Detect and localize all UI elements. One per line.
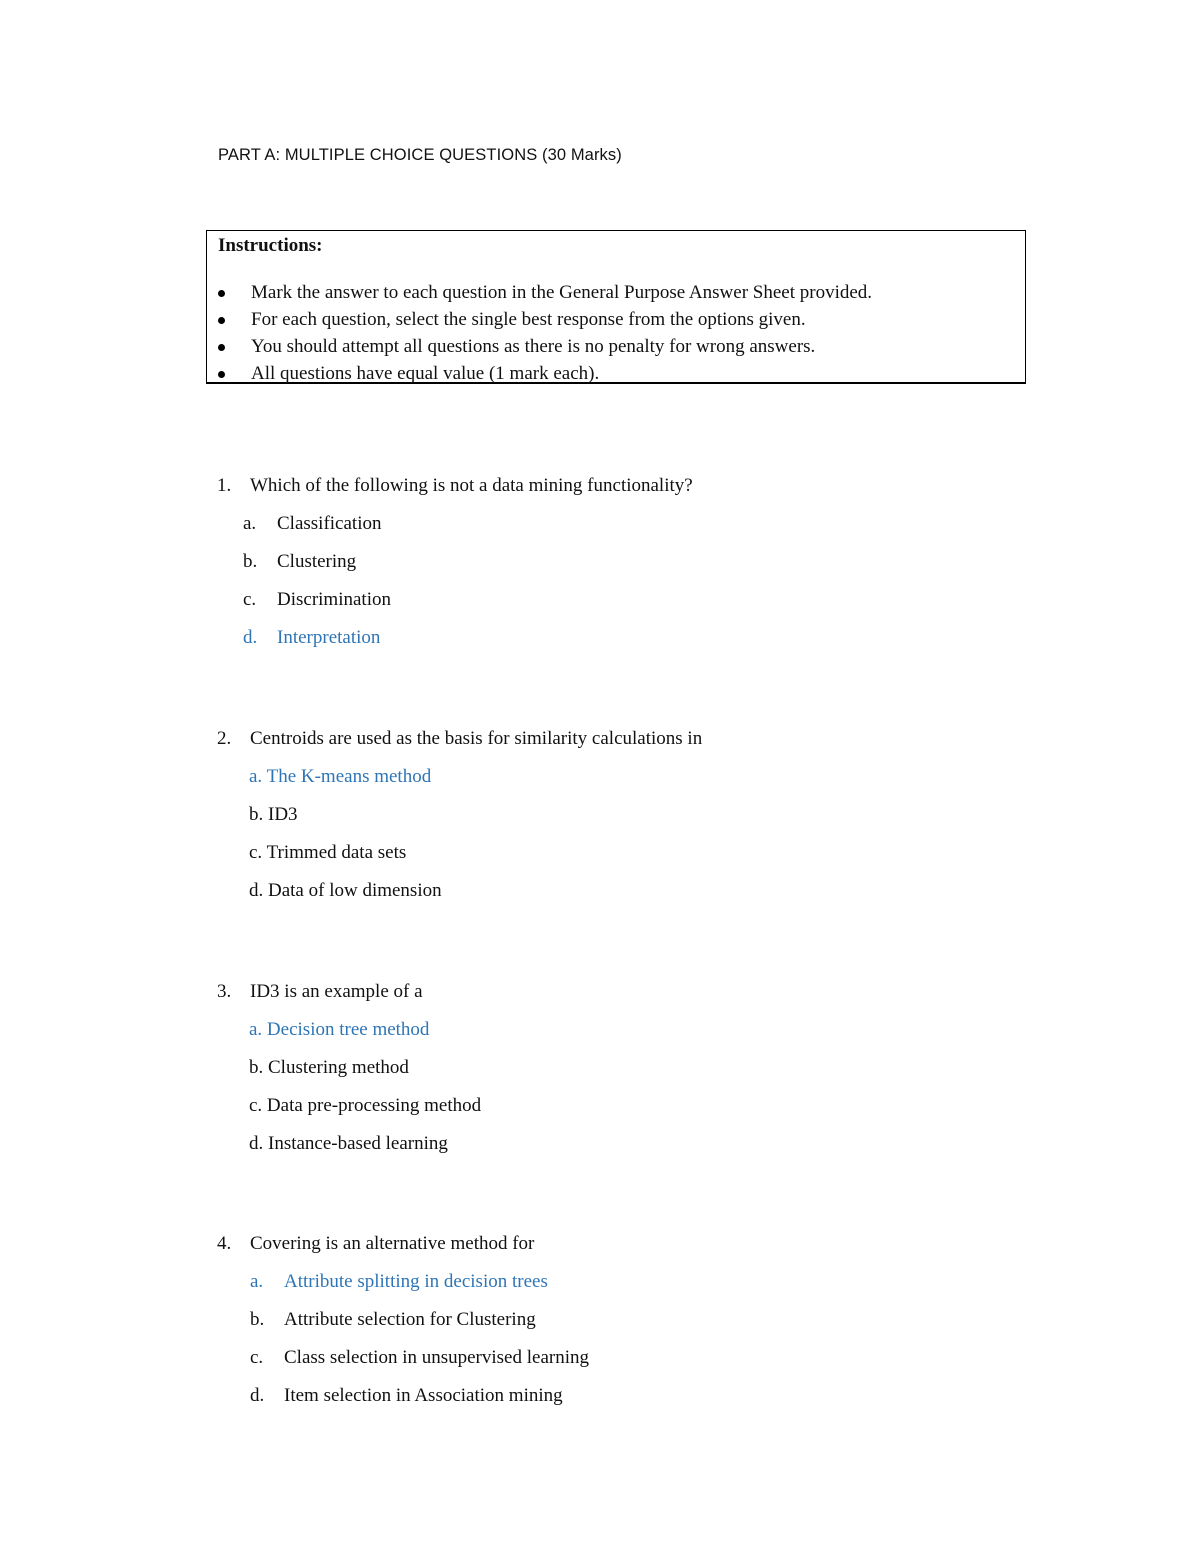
question-text: Centroids are used as the basis for similarity calculations in (250, 728, 703, 749)
question-3-option-a: a. Decision tree method (249, 1019, 430, 1040)
question-3-option-d: d. Instance-based learning (249, 1133, 448, 1154)
question-2-option-d: d. Data of low dimension (249, 880, 442, 901)
bullet-icon (218, 344, 225, 351)
question-2-option-c: c. Trimmed data sets (249, 842, 407, 863)
part-title: PART A: MULTIPLE CHOICE QUESTIONS (30 Marks) (218, 146, 622, 164)
question-number: 3. (217, 981, 232, 1002)
question-text: Which of the following is not a data mining functionality? (250, 475, 693, 496)
question-3-option-b: b. Clustering method (249, 1057, 409, 1078)
question-2-option-a: a. The K-means method (249, 766, 432, 787)
question-2-option-b: b. ID3 (249, 804, 298, 825)
question-text: Covering is an alternative method for (250, 1233, 535, 1254)
instructions-heading: Instructions: (218, 235, 323, 256)
question-3-option-c: c. Data pre-processing method (249, 1095, 482, 1116)
bullet-icon (218, 317, 225, 324)
question-number: 1. (217, 475, 232, 496)
bullet-icon (218, 371, 225, 378)
question-number: 2. (217, 728, 232, 749)
question-text: ID3 is an example of a (250, 981, 423, 1002)
bullet-icon (218, 290, 225, 297)
question-number: 4. (217, 1233, 232, 1254)
instructions-box: Instructions: Mark the answer to each question in the General Purpose Answer Sheet provided. For each question, select the single best response from the options given. You should attempt all questions as there is no penalty for wrong answers. All questions have equal value (1 mark each). (206, 230, 1026, 384)
